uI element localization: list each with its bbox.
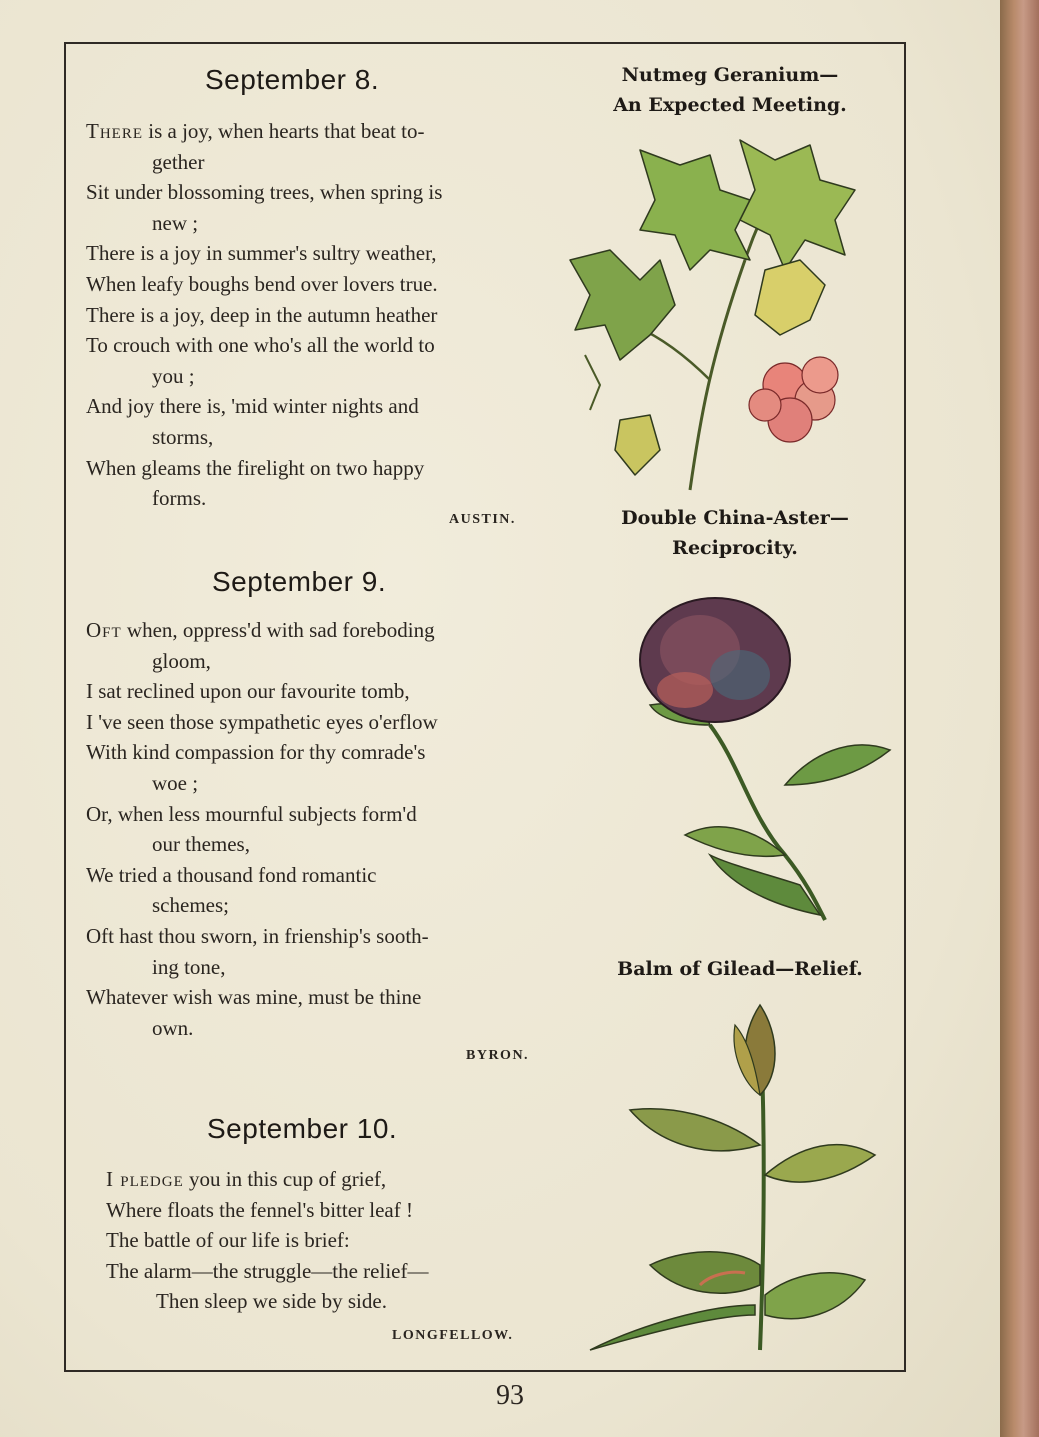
entry-date-sept-10: September 10. (207, 1113, 398, 1144)
page-number: 93 (496, 1380, 524, 1411)
poem-sept-8 (86, 116, 442, 514)
caption-line: Reciprocity. (672, 537, 798, 559)
caption-line: An Expected Meeting. (613, 94, 847, 116)
poem-line-text: when, oppress'd with sad foreboding (121, 618, 435, 642)
caption-line: Nutmeg Geranium— (621, 64, 839, 86)
poem-line: With kind compassion for thy comrade's (86, 740, 426, 765)
author-byron: BYRON. (466, 1048, 530, 1063)
poem-line: ing tone, (152, 954, 226, 979)
china-aster-illustration (630, 585, 900, 935)
poem-line: Sit under blossoming trees, when spring is (86, 180, 443, 205)
caption-line: Double China-Aster— (621, 507, 849, 529)
poem-line: To crouch with one who's all the world to (86, 333, 435, 358)
balm-of-gilead-illustration (580, 995, 890, 1360)
poem-line: gether (152, 149, 205, 174)
poem-line: There is a joy in summer's sultry weather, (86, 241, 437, 266)
entry-date-sept-9: September 9. (212, 566, 387, 597)
poem-line (106, 1164, 428, 1195)
poem-line: The battle of our life is brief: (106, 1228, 350, 1253)
poem-first-word: Oft (86, 618, 122, 642)
author-longfellow: LONGFELLOW. (392, 1328, 514, 1343)
caption-nutmeg-geranium (580, 60, 880, 120)
poem-line: And joy there is, 'mid winter nights and (86, 394, 419, 419)
poem-line: I sat reclined upon our favourite tomb, (86, 679, 410, 704)
entry-date-sept-8: September 8. (205, 64, 380, 95)
poem-line: I 've seen those sympathetic eyes o'erflow (86, 709, 438, 734)
poem-line: Or, when less mournful subjects form'd (86, 801, 417, 826)
poem-first-word: There (86, 119, 143, 143)
nutmeg-geranium-illustration (560, 120, 880, 500)
poem-line: own. (152, 1015, 194, 1040)
poem-line: There is a joy, deep in the autumn heather (86, 302, 438, 327)
caption-china-aster (585, 503, 885, 563)
poem-line: Oft hast thou sworn, in frienship's sooth- (86, 923, 429, 948)
poem-line-text: you in this cup of grief, (183, 1167, 387, 1191)
poem-line: Whatever wish was mine, must be thine (86, 985, 422, 1010)
poem-line-text: is a joy, when hearts that beat to- (143, 119, 425, 143)
poem-sept-9 (86, 615, 438, 1043)
poem-line: The alarm—the struggle—the relief— (106, 1258, 429, 1283)
poem-line (86, 615, 438, 646)
poem-line: When leafy boughs bend over lovers true. (86, 271, 438, 296)
poem-line: When gleams the firelight on two happy (86, 455, 425, 480)
poem-line: our themes, (152, 832, 250, 857)
caption-line: Balm of Gilead—Relief. (617, 958, 863, 980)
poem-sept-10 (106, 1164, 428, 1317)
poem-line: you ; (152, 363, 195, 388)
caption-balm-of-gilead (590, 954, 890, 984)
author-austin: AUSTIN. (449, 512, 516, 527)
poem-line: We tried a thousand fond romantic (86, 862, 377, 887)
poem-line: woe ; (152, 770, 199, 795)
poem-line (86, 116, 442, 147)
poem-first-word: I pledge (106, 1167, 184, 1191)
poem-line: gloom, (152, 648, 211, 673)
poem-line: Then sleep we side by side. (156, 1289, 387, 1314)
poem-line: new ; (152, 210, 199, 235)
poem-line: forms. (152, 486, 207, 511)
book-edge (1000, 0, 1039, 1437)
poem-line: schemes; (152, 893, 229, 918)
poem-line: storms, (152, 424, 214, 449)
poem-line: Where floats the fennel's bitter leaf ! (106, 1197, 413, 1222)
